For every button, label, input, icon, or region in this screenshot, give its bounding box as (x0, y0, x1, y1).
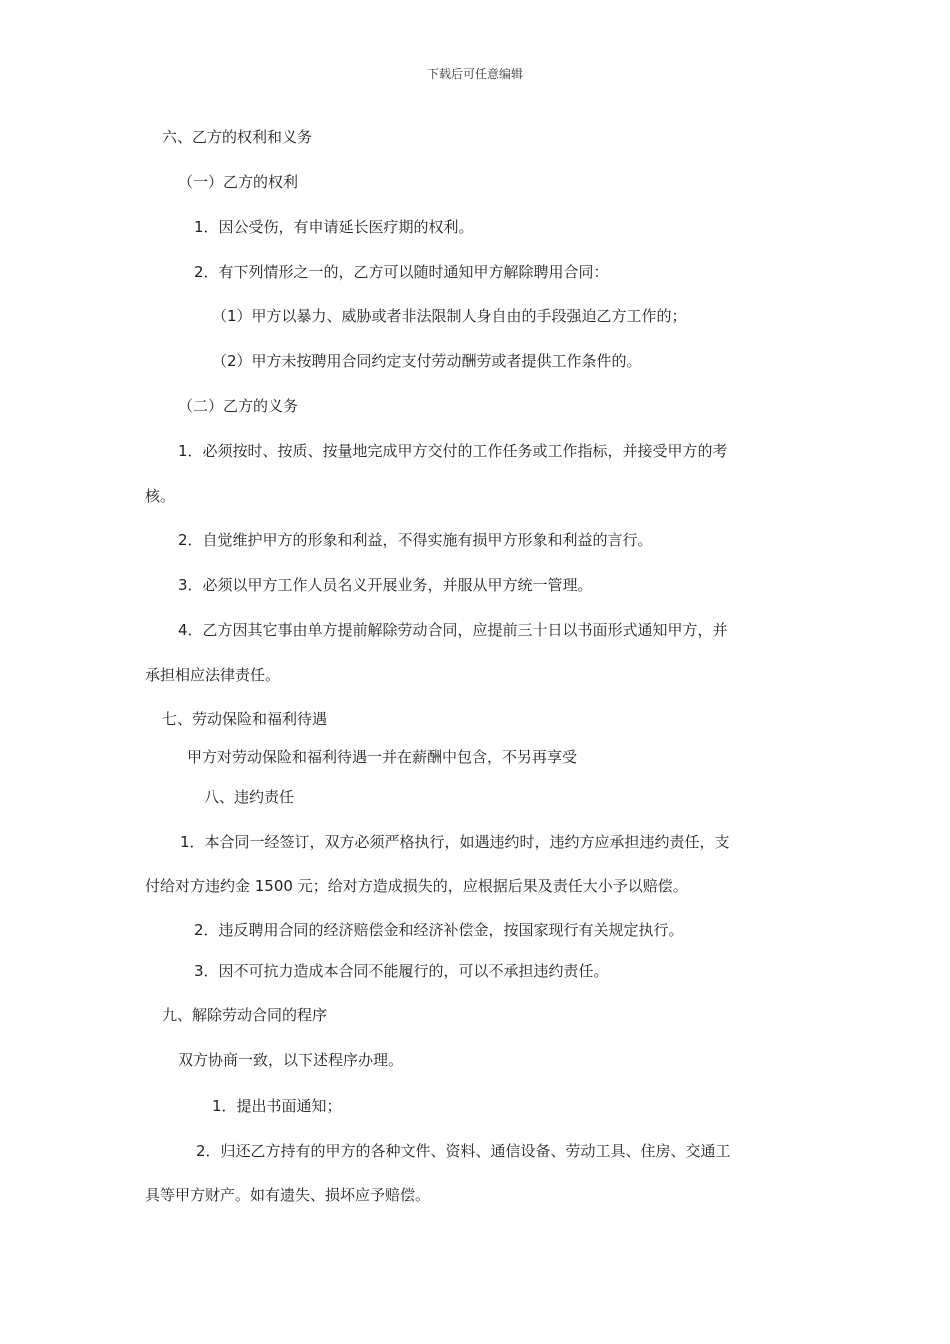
breach-item-2: 2．违反聘用合同的经济赔偿金和经济补偿金，按国家现行有关规定执行。 (194, 921, 684, 939)
section-6-title: 六、乙方的权利和义务 (162, 128, 313, 146)
procedure-item-1: 1．提出书面通知； (212, 1097, 342, 1115)
section-7-title: 七、劳动保险和福利待遇 (162, 710, 328, 728)
duties-item-4-line-2: 承担相应法律责任。 (145, 666, 281, 684)
duties-item-1-line-1: 1．必须按时、按质、按量地完成甲方交付的工作任务或工作指标，并接受甲方的考 (178, 442, 728, 460)
rights-item-2: 2．有下列情形之一的，乙方可以随时通知甲方解除聘用合同： (194, 263, 609, 281)
rights-item-1: 1．因公受伤，有申请延长医疗期的权利。 (194, 218, 474, 236)
page-header: 下载后可任意编辑 (426, 67, 523, 81)
section-6-rights-heading: （一）乙方的权利 (178, 173, 299, 191)
procedure-item-2-line-2: 具等甲方财产。如有遗失、损坏应予赔偿。 (145, 1186, 431, 1204)
rights-item-2-sub-2: （2）甲方未按聘用合同约定支付劳动酬劳或者提供工作条件的。 (212, 352, 642, 370)
section-8-title: 八、违约责任 (204, 788, 295, 806)
section-9-title: 九、解除劳动合同的程序 (162, 1006, 328, 1024)
duties-item-1-line-2: 核。 (145, 487, 176, 505)
breach-item-3: 3．因不可抗力造成本合同不能履行的，可以不承担违约责任。 (194, 962, 609, 980)
breach-item-1-line-1: 1．本合同一经签订，双方必须严格执行，如遇违约时，违约方应承担违约责任，支 (180, 833, 730, 851)
breach-item-1-line-2: 付给对方违约金 1500 元；给对方造成损失的，应根据后果及责任大小予以赔偿。 (145, 877, 688, 895)
duties-item-4-line-1: 4．乙方因其它事由单方提前解除劳动合同，应提前三十日以书面形式通知甲方，并 (178, 621, 728, 639)
duties-item-2: 2．自觉维护甲方的形象和利益，不得实施有损甲方形象和利益的言行。 (178, 531, 653, 549)
section-9-body: 双方协商一致，以下述程序办理。 (178, 1051, 404, 1069)
duties-item-3: 3．必须以甲方工作人员名义开展业务，并服从甲方统一管理。 (178, 576, 593, 594)
procedure-item-2-line-1: 2．归还乙方持有的甲方的各种文件、资料、通信设备、劳动工具、住房、交通工 (196, 1142, 731, 1160)
section-6-duties-heading: （二）乙方的义务 (178, 397, 299, 415)
section-7-body: 甲方对劳动保险和福利待遇一并在薪酬中包含，不另再享受 (187, 748, 578, 766)
rights-item-2-sub-1: （1）甲方以暴力、威胁或者非法限制人身自由的手段强迫乙方工作的； (212, 307, 687, 325)
